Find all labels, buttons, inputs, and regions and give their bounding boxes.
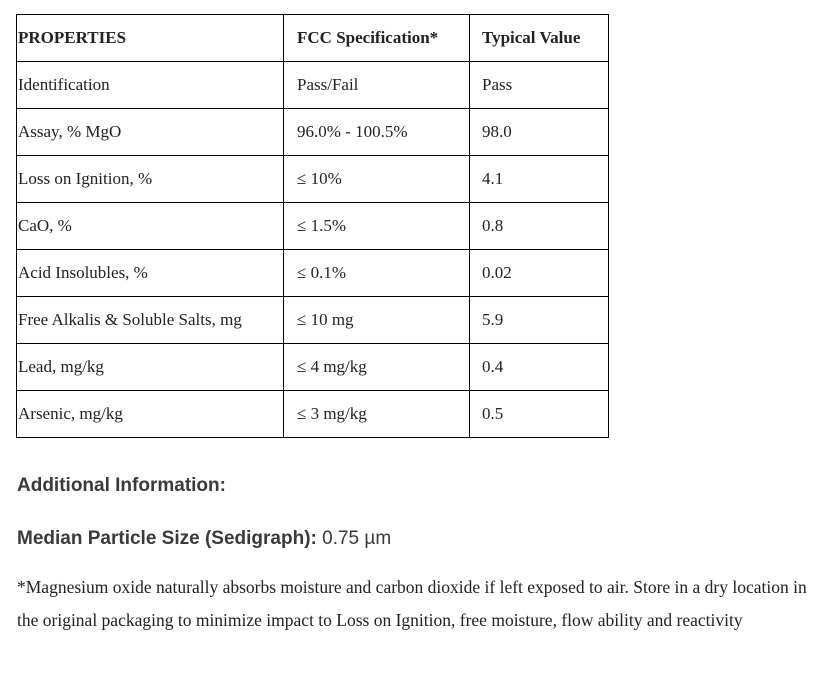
typical-value-cell: 5.9 xyxy=(470,297,609,344)
specifications-table xyxy=(16,14,609,438)
table-row xyxy=(17,62,609,109)
specification-cell: ≤ 0.1% xyxy=(284,250,470,297)
particle-size-label: Median Particle Size (Sedigraph): xyxy=(17,528,317,549)
additional-information-heading: Additional Information: xyxy=(17,475,226,496)
typical-value-cell: 0.5 xyxy=(470,391,609,438)
table-row xyxy=(17,109,609,156)
table-row xyxy=(17,391,609,438)
property-cell: Arsenic, mg/kg xyxy=(17,391,284,438)
median-particle-size xyxy=(17,528,391,550)
storage-footnote: *Magnesium oxide naturally absorbs moisture and carbon dioxide if left exposed to air. Store in a dry location in the original packaging to minimize impact to Loss on Ignition, free moisture, flow ability and reactivity xyxy=(17,577,807,630)
property-cell: Acid Insolubles, % xyxy=(17,250,284,297)
typical-value-cell: 0.02 xyxy=(470,250,609,297)
typical-value-cell: 98.0 xyxy=(470,109,609,156)
specification-cell: 96.0% - 100.5% xyxy=(284,109,470,156)
property-cell: Free Alkalis & Soluble Salts, mg xyxy=(17,297,284,344)
table-header-row xyxy=(17,15,609,62)
typical-value-cell: 0.8 xyxy=(470,203,609,250)
specification-cell: ≤ 4 mg/kg xyxy=(284,344,470,391)
specification-cell: ≤ 1.5% xyxy=(284,203,470,250)
property-cell: Identification xyxy=(17,62,284,109)
specification-cell: Pass/Fail xyxy=(284,62,470,109)
property-cell: Loss on Ignition, % xyxy=(17,156,284,203)
table-row xyxy=(17,250,609,297)
typical-value-cell: 0.4 xyxy=(470,344,609,391)
specification-cell: ≤ 10 mg xyxy=(284,297,470,344)
specification-cell: ≤ 3 mg/kg xyxy=(284,391,470,438)
table-row xyxy=(17,344,609,391)
property-cell: Lead, mg/kg xyxy=(17,344,284,391)
table-row xyxy=(17,297,609,344)
property-cell: Assay, % MgO xyxy=(17,109,284,156)
particle-size-value: 0.75 µm xyxy=(316,528,392,549)
typical-value-cell: 4.1 xyxy=(470,156,609,203)
header-typical-value: Typical Value xyxy=(470,15,609,62)
specification-cell: ≤ 10% xyxy=(284,156,470,203)
table-row xyxy=(17,156,609,203)
typical-value-cell: Pass xyxy=(470,62,609,109)
property-cell: CaO, % xyxy=(17,203,284,250)
header-properties: PROPERTIES xyxy=(17,15,284,62)
header-fcc-specification: FCC Specification* xyxy=(284,15,470,62)
table-row xyxy=(17,203,609,250)
